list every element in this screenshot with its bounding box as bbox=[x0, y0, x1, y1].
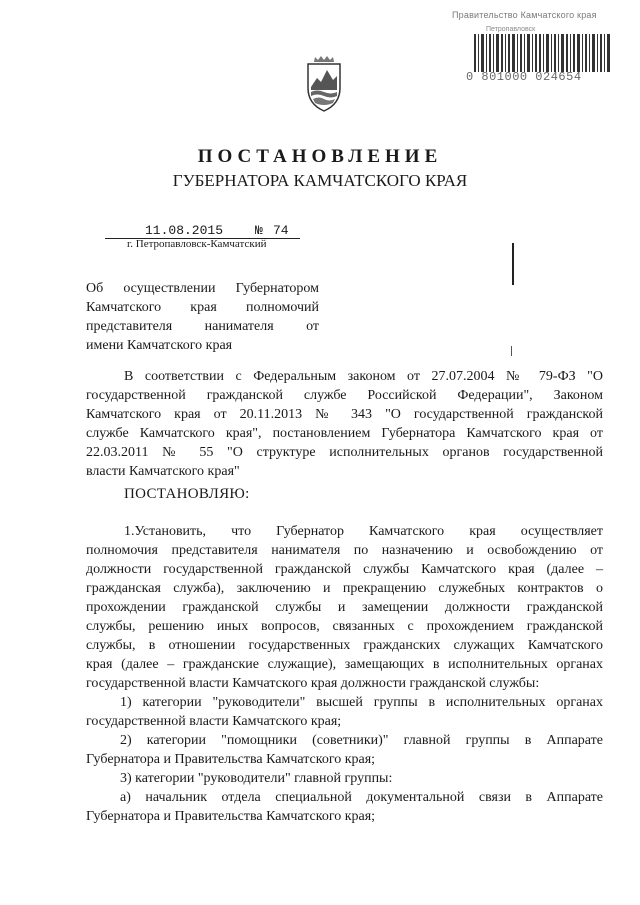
list-item: а) начальник отдела специальной документальной связи в Аппарате bbox=[120, 790, 603, 805]
category-list bbox=[86, 693, 603, 826]
point-1-line: прохождении гражданской службы и замещении должности гражданской bbox=[86, 600, 603, 615]
preamble bbox=[86, 367, 603, 481]
point-1-line: гражданская служба), заключению и прекращению служебных контрактов о bbox=[86, 581, 603, 596]
margin-mark bbox=[512, 243, 514, 285]
preamble-line: Камчатского края от 20.11.2013 № 343 "О государственной гражданской bbox=[86, 407, 603, 422]
decree-word: ПОСТАНОВЛЯЮ: bbox=[124, 486, 250, 502]
list-item: 2) категории "помощники (советники)" главной группы в Аппарате bbox=[120, 733, 603, 748]
list-item: государственной власти Камчатского края; bbox=[86, 714, 342, 729]
margin-mark-small bbox=[511, 346, 512, 356]
point-1-line: должности государственной гражданской службы Камчатского края (далее – bbox=[86, 562, 603, 577]
barcode-number: 0 801000 024654 bbox=[466, 70, 582, 84]
registration-stamp-sub: Петропавловск bbox=[486, 26, 536, 33]
barcode bbox=[474, 34, 614, 74]
subject-line: Об осуществлении Губернатором bbox=[86, 281, 319, 296]
preamble-line: 22.03.2011 № 55 "О структуре исполнительных органов государственной bbox=[86, 445, 603, 460]
point-1 bbox=[86, 522, 603, 693]
coat-of-arms-icon bbox=[303, 54, 345, 114]
point-1-line: службы, в отношении государственных гражданских служащих Камчатского bbox=[86, 638, 603, 653]
preamble-line: В соответствии с Федеральным законом от 27.07.2004 № 79-ФЗ "О bbox=[124, 369, 603, 384]
date-number-line bbox=[105, 223, 300, 239]
document-subject bbox=[86, 279, 319, 355]
subject-line: представителя нанимателя от bbox=[86, 319, 319, 334]
point-1-line: полномочия представителя нанимателя по назначению и освобождению от bbox=[86, 543, 603, 558]
issue-city: г. Петропавловск-Камчатский bbox=[127, 238, 267, 250]
subject-line: имени Камчатского края bbox=[86, 338, 233, 353]
list-item: 3) категории "руководители" главной группы: bbox=[120, 771, 393, 786]
number-sign: № bbox=[255, 223, 263, 238]
point-1-line: государственной власти Камчатского края должности гражданской службы: bbox=[86, 676, 540, 691]
preamble-line: власти Камчатского края" bbox=[86, 464, 240, 479]
point-1-line: 1.Установить, что Губернатор Камчатского края осуществляет bbox=[124, 524, 603, 539]
list-item: Губернатора и Правительства Камчатского края; bbox=[86, 809, 376, 824]
document-date: 11.08.2015 bbox=[145, 223, 224, 238]
subject-line: Камчатского края полномочий bbox=[86, 300, 319, 315]
point-1-line: края (далее – гражданские служащие), замещающих в исполнительных органах bbox=[86, 657, 603, 672]
preamble-line: службе Камчатского края", постановлением Губернатора Камчатского края от bbox=[86, 426, 603, 441]
document-issuer: ГУБЕРНАТОРА КАМЧАТСКОГО КРАЯ bbox=[172, 171, 468, 190]
document-number: 74 bbox=[273, 223, 289, 238]
list-item: 1) категории "руководители" высшей группы в исполнительных органах bbox=[120, 695, 603, 710]
document-title: ПОСТАНОВЛЕНИЕ bbox=[197, 146, 443, 167]
preamble-line: государственной гражданской службе Российской Федерации", Законом bbox=[86, 388, 603, 403]
point-1-line: службы, решению иных вопросов, связанных с прохождением гражданской bbox=[86, 619, 603, 634]
list-item: Губернатора и Правительства Камчатского края; bbox=[86, 752, 376, 767]
registration-stamp-header: Правительство Камчатского края bbox=[452, 10, 597, 20]
